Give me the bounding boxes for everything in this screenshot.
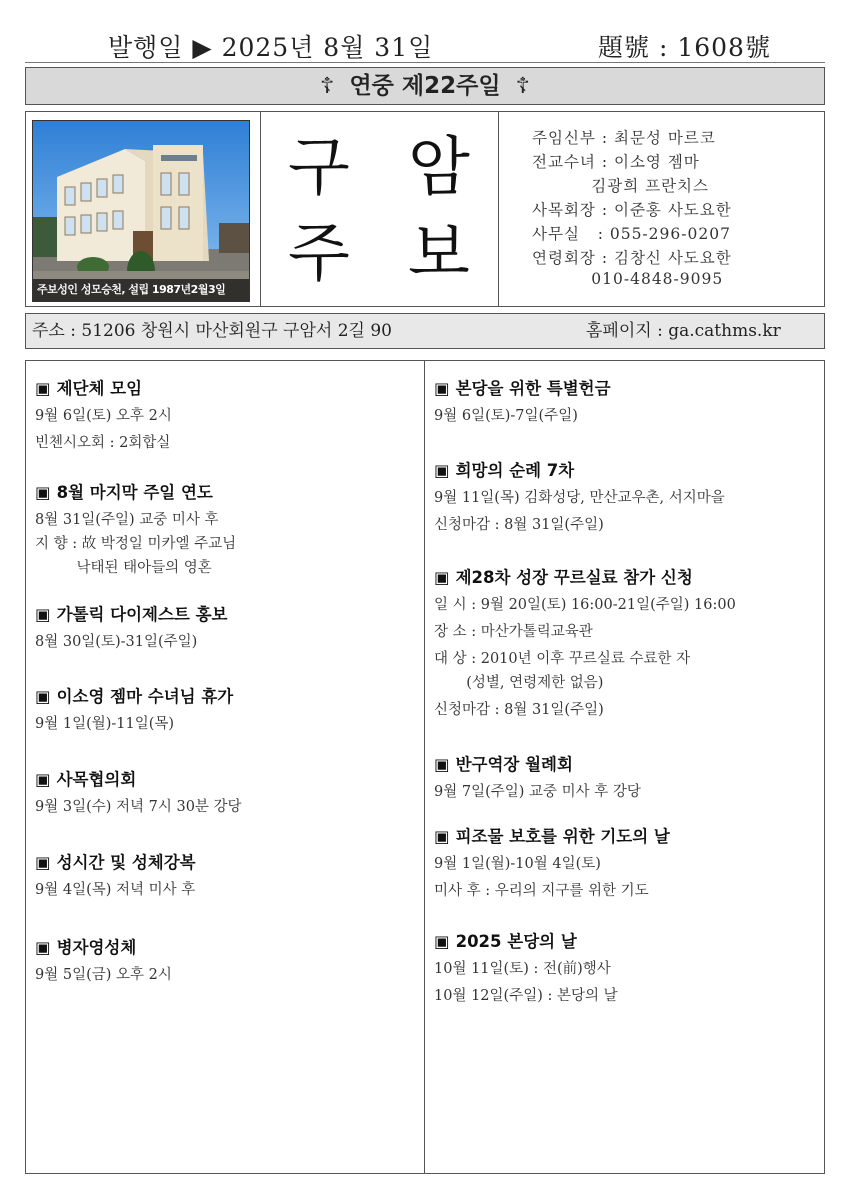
square-bullet-icon: ▣ [35, 938, 51, 957]
square-bullet-icon: ▣ [434, 755, 450, 774]
notice-item [35, 934, 172, 985]
square-bullet-icon: ▣ [35, 770, 51, 789]
notice-line: 대 상 : 2010년 이후 꾸르실료 수료한 자 [434, 651, 691, 667]
notice-line: 8월 30일(토)-31일(주일) [35, 634, 198, 650]
notice-line: 신청마감 : 8월 31일(주일) [434, 517, 604, 533]
staff-line: 전교수녀 : 이소영 젬마 [532, 153, 700, 171]
notice-item [35, 601, 227, 652]
square-bullet-icon: ▣ [35, 379, 51, 398]
notice-title: 병자영성체 [56, 938, 137, 957]
notice-title: 제단체 모임 [56, 379, 143, 398]
notice-item [434, 375, 611, 426]
photo-caption: 주보성인 성모승천, 설립 1987년2월3일 [33, 279, 249, 301]
notice-item [434, 751, 641, 802]
notice-item [434, 823, 670, 901]
notice-title: 피조물 보호를 위한 기도의 날 [455, 827, 670, 846]
notice-line: 신청마감 : 8월 31일(주일) [434, 702, 604, 718]
church-address: 주소 : 51206 창원시 마산회원구 구암서 2길 90 [32, 321, 392, 341]
notice-line: 장 소 : 마산가톨릭교육관 [434, 624, 593, 640]
staff-line: 010-4848-9095 [532, 270, 724, 288]
notice-line: 8월 31일(주일) 교중 미사 후 [35, 512, 219, 528]
notice-line: 낙태된 태아들의 영혼 [35, 560, 212, 576]
notice-line: 9월 5일(금) 오후 2시 [35, 967, 172, 983]
homepage-link[interactable]: 홈페이지 : ga.cathms.kr [586, 321, 781, 341]
notice-title: 가톨릭 다이제스트 홍보 [56, 605, 228, 624]
notice-item [434, 457, 725, 535]
notice-line: 미사 후 : 우리의 지구를 위한 기도 [434, 883, 649, 899]
notice-line: 9월 4일(목) 저녁 미사 후 [35, 882, 196, 898]
sunday-title: 연중 제22주일 [349, 73, 501, 99]
masthead [25, 111, 825, 307]
sunday-title-bar [25, 67, 825, 105]
notice-title: 성시간 및 성체강복 [56, 853, 196, 872]
column-divider [424, 361, 425, 1173]
square-bullet-icon: ▣ [35, 483, 51, 502]
publication-date: 발행일 ▶ 2025년 8월 31일 [108, 33, 434, 62]
cross-icon: ☦ [320, 74, 335, 99]
square-bullet-icon: ▣ [434, 461, 450, 480]
header-divider [25, 62, 825, 63]
announcements [25, 360, 825, 1174]
notice-item [35, 479, 236, 578]
square-bullet-icon: ▣ [35, 687, 51, 706]
square-bullet-icon: ▣ [35, 605, 51, 624]
notice-line: 10월 11일(토) : 전(前)행사 [434, 961, 611, 977]
church-photo-frame [26, 112, 261, 306]
notice-line: 9월 6일(토)-7일(주일) [434, 408, 578, 424]
notice-title: 반구역장 월례회 [455, 755, 573, 774]
issue-number: 題號 : 1608號 [598, 33, 771, 62]
notice-title: 희망의 순례 7차 [455, 461, 575, 480]
staff-line: 주임신부 : 최문성 마르코 [532, 129, 716, 147]
notice-item [35, 766, 242, 817]
notice-line: 9월 1일(월)-10월 4일(토) [434, 856, 601, 872]
nameplate-char: 주 [288, 217, 350, 291]
church-photo [32, 120, 250, 302]
nameplate-char: 보 [408, 217, 470, 291]
notice-item [35, 375, 172, 453]
bulletin-nameplate [260, 112, 499, 306]
notice-line: 9월 11일(목) 김화성당, 만산교우촌, 서지마을 [434, 490, 725, 506]
notice-line: 9월 1일(월)-11일(목) [35, 716, 175, 732]
notice-line: 지 향 : 故 박정일 미카엘 주교님 [35, 536, 237, 552]
notice-line: 9월 7일(주일) 교중 미사 후 강당 [434, 784, 641, 800]
staff-line: 김광희 프란치스 [532, 177, 710, 195]
staff-line: 사목회장 : 이준홍 사도요한 [532, 201, 732, 219]
address-bar [25, 313, 825, 349]
notice-item [434, 928, 618, 1006]
notice-item [35, 683, 233, 734]
notice-line: 10월 12일(주일) : 본당의 날 [434, 988, 618, 1004]
square-bullet-icon: ▣ [434, 568, 450, 587]
square-bullet-icon: ▣ [35, 853, 51, 872]
nameplate-char: 구 [288, 131, 350, 205]
notice-line: 일 시 : 9월 20일(토) 16:00-21일(주일) 16:00 [434, 597, 736, 613]
notice-line: 9월 3일(수) 저녁 7시 30분 강당 [35, 799, 242, 815]
staff-line: 연령회장 : 김창신 사도요한 [532, 249, 732, 267]
nameplate-char: 암 [408, 131, 470, 205]
notice-title: 2025 본당의 날 [455, 932, 577, 951]
notice-title: 본당을 위한 특별헌금 [455, 379, 611, 398]
notice-title: 제28차 성장 꾸르실료 참가 신청 [455, 568, 693, 587]
notice-line: (성별, 연령제한 없음) [434, 675, 604, 691]
square-bullet-icon: ▣ [434, 827, 450, 846]
staff-line: 사무실 : 055-296-0207 [532, 225, 731, 243]
square-bullet-icon: ▣ [434, 932, 450, 951]
notice-line: 9월 6일(토) 오후 2시 [35, 408, 172, 424]
cross-icon: ☦ [515, 74, 530, 99]
header-line [0, 22, 848, 62]
church-building-illustration [33, 121, 249, 301]
notice-title: 사목협의회 [56, 770, 137, 789]
notice-item [434, 564, 736, 720]
square-bullet-icon: ▣ [434, 379, 450, 398]
staff-directory [498, 112, 824, 306]
notice-line: 빈첸시오회 : 2회합실 [35, 435, 171, 451]
notice-title: 8월 마지막 주일 연도 [56, 483, 213, 502]
notice-title: 이소영 젬마 수녀님 휴가 [56, 687, 234, 706]
notice-item [35, 849, 196, 900]
